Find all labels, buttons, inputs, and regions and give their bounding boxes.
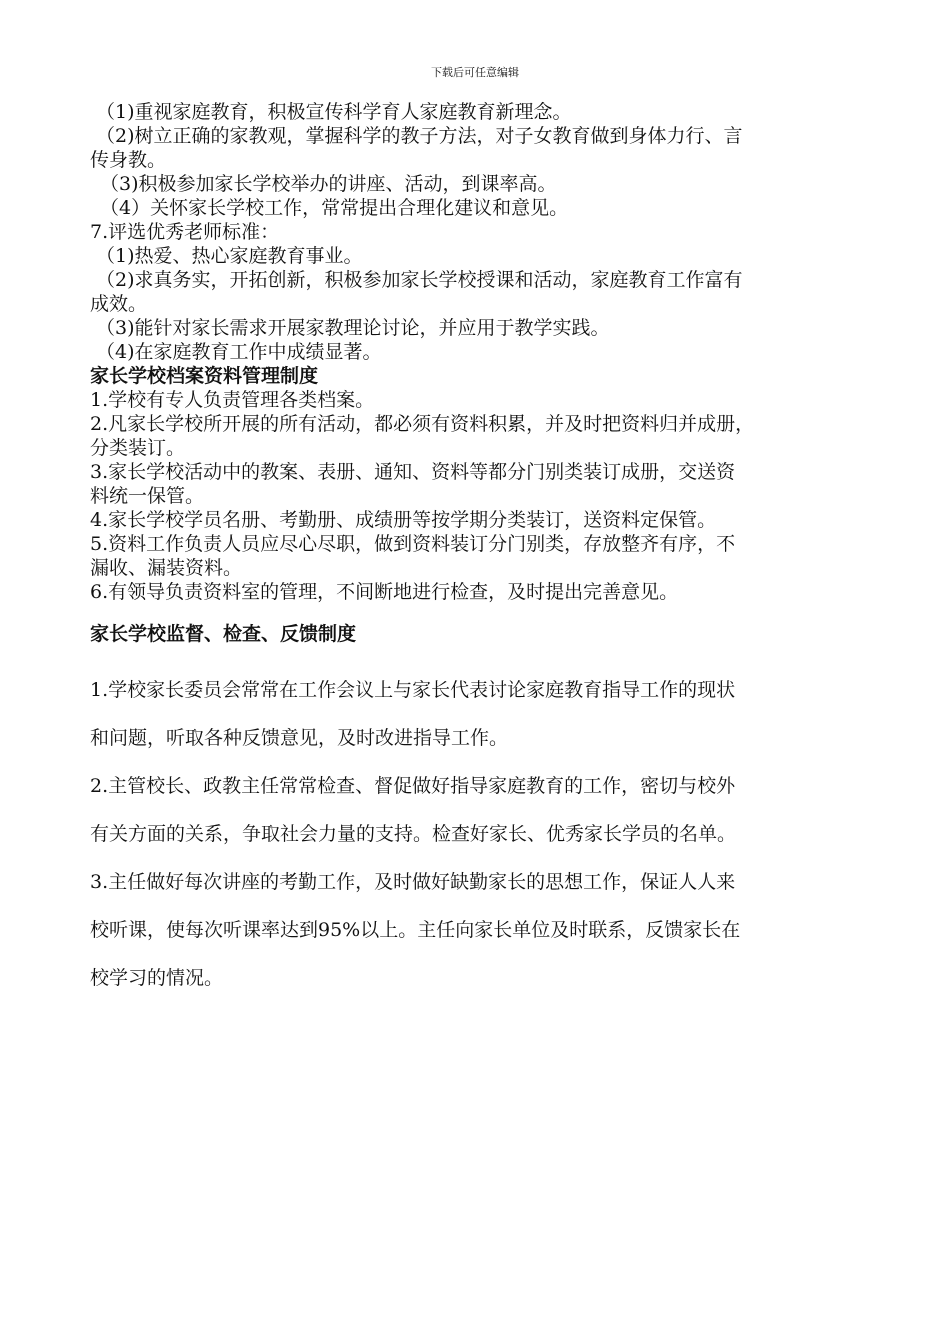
supervision-line-6: 校听课，使每次听课率达到95%以上。主任向家长单位及时联系，反馈家长在: [90, 919, 741, 941]
supervision-line-1: 1.学校家长委员会常常在工作会议上与家长代表讨论家庭教育指导工作的现状: [90, 679, 736, 701]
supervision-section: [90, 622, 860, 1002]
archive-line-3: 分类装订。: [90, 437, 186, 459]
supervision-line-4: 有关方面的关系，争取社会力量的支持。检查好家长、优秀家长学员的名单。: [90, 823, 737, 845]
archive-section: [90, 364, 860, 604]
parents-criteria-line-1: （1)重视家庭教育，积极宣传科学育人家庭教育新理念。: [96, 101, 572, 123]
teachers-criteria-line-5: （4)在家庭教育工作中成绩显著。: [96, 341, 382, 363]
teachers-criteria-line-2: （2)求真务实，开拓创新，积极参加家长学校授课和活动，家庭教育工作富有: [96, 269, 743, 291]
parents-criteria-section: [90, 100, 860, 220]
archive-line-5: 料统一保管。: [90, 485, 205, 507]
supervision-line-5: 3.主任做好每次讲座的考勤工作，及时做好缺勤家长的思想工作，保证人人来: [90, 871, 736, 893]
parents-criteria-line-4: （3)积极参加家长学校举办的讲座、活动，到课率高。: [100, 173, 557, 195]
teachers-criteria-title: 7.评选优秀老师标准：: [90, 221, 280, 243]
supervision-line-7: 校学习的情况。: [90, 967, 224, 989]
supervision-line-3: 2.主管校长、政教主任常常检查、督促做好指导家庭教育的工作，密切与校外: [90, 775, 736, 797]
document-body: [90, 100, 860, 1002]
archive-line-1: 1.学校有专人负责管理各类档案。: [90, 389, 375, 411]
teachers-criteria-line-1: （1)热爱、热心家庭教育事业。: [96, 245, 363, 267]
teachers-criteria-line-3: 成效。: [90, 293, 148, 315]
archive-line-8: 漏收、漏装资料。: [90, 557, 243, 579]
supervision-line-2: 和问题，听取各种反馈意见，及时改进指导工作。: [90, 727, 509, 749]
parents-criteria-line-3: 传身教。: [90, 149, 167, 171]
teachers-criteria-section: [90, 220, 860, 364]
teachers-criteria-line-4: （3)能针对家长需求开展家教理论讨论，并应用于教学实践。: [96, 317, 610, 339]
supervision-heading: 家长学校监督、检查、反馈制度: [90, 623, 357, 645]
archive-line-4: 3.家长学校活动中的教案、表册、通知、资料等都分门别类装订成册，交送资: [90, 461, 736, 483]
parents-criteria-line-5: （4）关怀家长学校工作，常常提出合理化建议和意见。: [100, 197, 569, 219]
archive-heading: 家长学校档案资料管理制度: [90, 365, 319, 387]
archive-line-2: 2.凡家长学校所开展的所有活动，都必须有资料积累，并及时把资料归并成册，: [90, 413, 755, 435]
parents-criteria-line-2: （2)树立正确的家教观，掌握科学的教子方法，对子女教育做到身体力行、言: [96, 125, 743, 147]
archive-line-7: 5.资料工作负责人员应尽心尽职，做到资料装订分门别类，存放整齐有序，不: [90, 533, 736, 555]
archive-line-6: 4.家长学校学员名册、考勤册、成绩册等按学期分类装订，送资料定保管。: [90, 509, 717, 531]
archive-line-9: 6.有领导负责资料室的管理，不间断地进行检查，及时提出完善意见。: [90, 581, 679, 603]
page-header: 下载后可任意编辑: [431, 66, 519, 79]
